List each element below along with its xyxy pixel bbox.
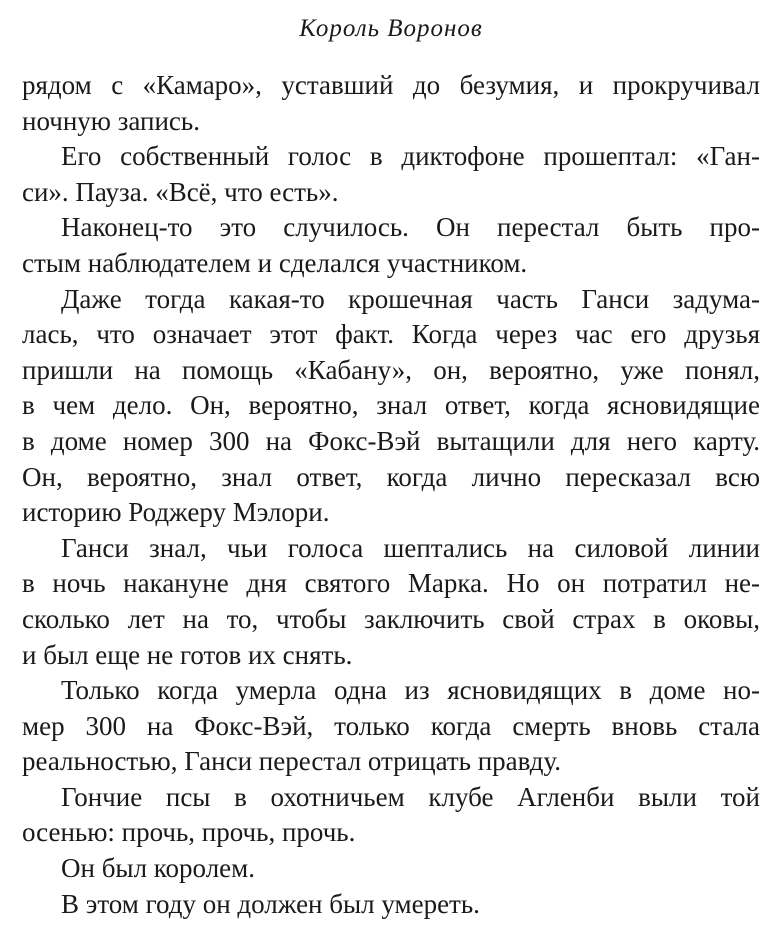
text-line: лась, что означает этот факт. Когда через час его друзья bbox=[22, 319, 760, 350]
text-line: Наконец-то это случилось. Он перестал быть про- bbox=[61, 212, 760, 243]
text-line: реальностью, Ганси перестал отрицать правду. bbox=[22, 746, 562, 777]
text-line: пришли на помощь «Кабану», он, вероятно, уже понял, bbox=[22, 354, 760, 385]
text-line: в ночь накануне дня святого Марка. Но он потратил не- bbox=[22, 568, 760, 599]
text-line: В этом году он должен был умереть. bbox=[61, 888, 480, 919]
text-line: осенью: прочь, прочь, прочь. bbox=[22, 817, 356, 848]
text-line: Ганси знал, чьи голоса шептались на силовой линии bbox=[61, 532, 760, 563]
text-line: си». Пауза. «Всё, что есть». bbox=[22, 176, 339, 207]
text-line: в чем дело. Он, вероятно, знал ответ, когда ясновидящие bbox=[22, 390, 760, 421]
text-line: стым наблюдателем и сделался участником. bbox=[22, 247, 528, 278]
text-line: и был еще не готов их снять. bbox=[22, 639, 353, 670]
text-line: мер 300 на Фокс-Вэй, только когда смерть вновь стала bbox=[22, 710, 760, 741]
text-line: Он, вероятно, знал ответ, когда лично пересказал всю bbox=[22, 461, 760, 492]
text-line: Его собственный голос в диктофоне прошептал: «Ган- bbox=[61, 141, 760, 172]
text-line: Даже тогда какая-то крошечная часть Ганси задума- bbox=[61, 283, 760, 314]
text-line: Он был королем. bbox=[61, 853, 255, 884]
text-line: в доме номер 300 на Фокс-Вэй вытащили для него карту. bbox=[22, 425, 760, 456]
text-line: рядом с «Камаро», уставший до безумия, и прокручивал bbox=[22, 70, 760, 100]
text-line: Только когда умерла одна из ясновидящих в доме но- bbox=[61, 675, 760, 706]
text-line: сколько лет на то, чтобы заключить свой страх в оковы, bbox=[22, 603, 760, 634]
text-line: Гончие псы в охотничьем клубе Агленби выли той bbox=[61, 781, 760, 812]
running-header: Король Воронов bbox=[299, 15, 483, 42]
body-text bbox=[22, 68, 760, 922]
text-line: ночную запись. bbox=[22, 105, 200, 136]
text-line: историю Роджеру Мэлори. bbox=[22, 497, 330, 528]
